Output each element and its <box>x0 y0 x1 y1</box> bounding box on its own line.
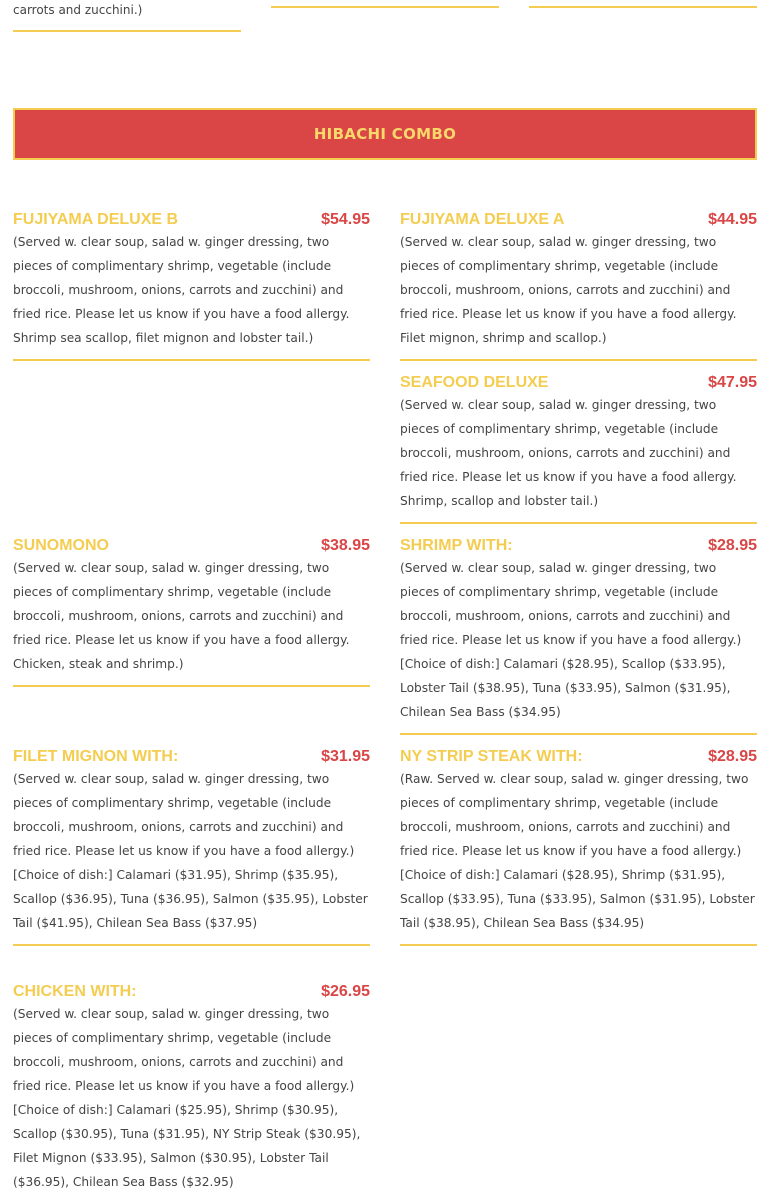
menu-item-name: SUNOMONO <box>13 537 109 554</box>
menu-item <box>400 747 757 946</box>
menu-item-header <box>400 536 757 556</box>
menu-item-price: $26.95 <box>321 983 370 1000</box>
menu-item <box>13 536 370 687</box>
menu-item-header <box>13 747 370 767</box>
menu-item <box>400 536 757 735</box>
menu-item <box>13 210 370 361</box>
menu-item <box>400 210 757 361</box>
divider <box>13 30 241 32</box>
menu-item-price: $28.95 <box>708 537 757 554</box>
menu-item-description: (Served w. clear soup, salad w. ginger dressing, two pieces of complimentary shrimp, vegetable (include broccoli, mushroom, onions, carrots and zucchini) and fried rice. Please let us know if you have a food allergy. Shrimp sea scallop, filet mignon and lobster tail.) <box>13 235 350 345</box>
divider <box>400 359 757 361</box>
menu-item-name: NY STRIP STEAK WITH: <box>400 748 583 765</box>
menu-item-description: (Served w. clear soup, salad w. ginger dressing, two pieces of complimentary shrimp, vegetable (include broccoli, mushroom, onions, carrots and zucchini) and fried rice. Please let us know if you have a food allergy.) [Choice of dish:] Calamari ($25.95), Shrimp ($30.95), Scallop ($30.95), Tuna ($31.95), NY Strip Steak ($30.95), Filet Mignon ($33.95), Salmon ($30.95), Lobster Tail ($36.95), Chilean Sea Bass ($32.95) <box>13 1007 361 1189</box>
menu-item-description: (Served w. clear soup, salad w. ginger dressing, two pieces of complimentary shrimp, vegetable (include broccoli, mushroom, onions, carrots and zucchini) and fried rice. Please let us know if you have a food allergy. Chicken, steak and shrimp.) <box>13 561 350 671</box>
menu-item-price: $54.95 <box>321 211 370 228</box>
menu-item <box>13 982 370 1203</box>
menu-item-name: FUJIYAMA DELUXE B <box>13 211 179 228</box>
previous-item-description: carrots and zucchini.) <box>13 3 143 17</box>
menu-item-price: $31.95 <box>321 748 370 765</box>
divider <box>271 6 499 8</box>
menu-item-header <box>13 210 370 230</box>
menu-item-name: FILET MIGNON WITH: <box>13 748 179 765</box>
menu-item-price: $47.95 <box>708 374 757 391</box>
menu-item-price: $38.95 <box>321 537 370 554</box>
menu-item-description: (Served w. clear soup, salad w. ginger dressing, two pieces of complimentary shrimp, vegetable (include broccoli, mushroom, onions, carrots and zucchini) and fried rice. Please let us know if you have a food allergy.) [Choice of dish:] Calamari ($31.95), Shrimp ($35.95), Scallop ($36.95), Tuna ($36.95), Salmon ($35.95), Lobster Tail ($41.95), Chilean Sea Bass ($37.95) <box>13 772 368 930</box>
divider <box>400 733 757 735</box>
menu-item-name: FUJIYAMA DELUXE A <box>400 211 565 228</box>
menu-item-name: SEAFOOD DELUXE <box>400 374 549 391</box>
menu-item-header <box>13 982 370 1002</box>
menu-item-price: $28.95 <box>708 748 757 765</box>
menu-item-header <box>400 373 757 393</box>
section-header-banner <box>13 108 757 160</box>
menu-item-name: CHICKEN WITH: <box>13 983 137 1000</box>
menu-item-description: (Raw. Served w. clear soup, salad w. ginger dressing, two pieces of complimentary shrimp, vegetable (include broccoli, mushroom, onions, carrots and zucchini) and fried rice. Please let us know if you have a food allergy.) [Choice of dish:] Calamari ($28.95), Shrimp ($31.95), Scallop ($33.95), Tuna ($33.95), Salmon ($31.95), Lobster Tail ($38.95), Chilean Sea Bass ($34.95) <box>400 772 755 930</box>
divider <box>13 685 370 687</box>
menu-item <box>400 373 757 524</box>
menu-item <box>13 747 370 946</box>
divider <box>400 522 757 524</box>
menu-item-name: SHRIMP WITH: <box>400 537 513 554</box>
menu-item-header <box>400 210 757 230</box>
menu-item-price: $44.95 <box>708 211 757 228</box>
menu-item-description: (Served w. clear soup, salad w. ginger dressing, two pieces of complimentary shrimp, vegetable (include broccoli, mushroom, onions, carrots and zucchini) and fried rice. Please let us know if you have a food allergy. Shrimp, scallop and lobster tail.) <box>400 398 737 508</box>
section-title: HIBACHI COMBO <box>313 125 457 143</box>
divider <box>400 944 757 946</box>
menu-item-description: (Served w. clear soup, salad w. ginger dressing, two pieces of complimentary shrimp, vegetable (include broccoli, mushroom, onions, carrots and zucchini) and fried rice. Please let us know if you have a food allergy.) [Choice of dish:] Calamari ($28.95), Scallop ($33.95), Lobster Tail ($38.95), Tuna ($33.95), Salmon ($31.95), Chilean Sea Bass ($34.95) <box>400 561 742 719</box>
divider <box>13 359 370 361</box>
divider <box>529 6 757 8</box>
previous-section-tail <box>13 0 241 21</box>
menu-item-header <box>13 536 370 556</box>
menu-item-description: (Served w. clear soup, salad w. ginger dressing, two pieces of complimentary shrimp, vegetable (include broccoli, mushroom, onions, carrots and zucchini) and fried rice. Please let us know if you have a food allergy. Filet mignon, shrimp and scallop.) <box>400 235 737 345</box>
menu-item-header <box>400 747 757 767</box>
divider <box>13 944 370 946</box>
